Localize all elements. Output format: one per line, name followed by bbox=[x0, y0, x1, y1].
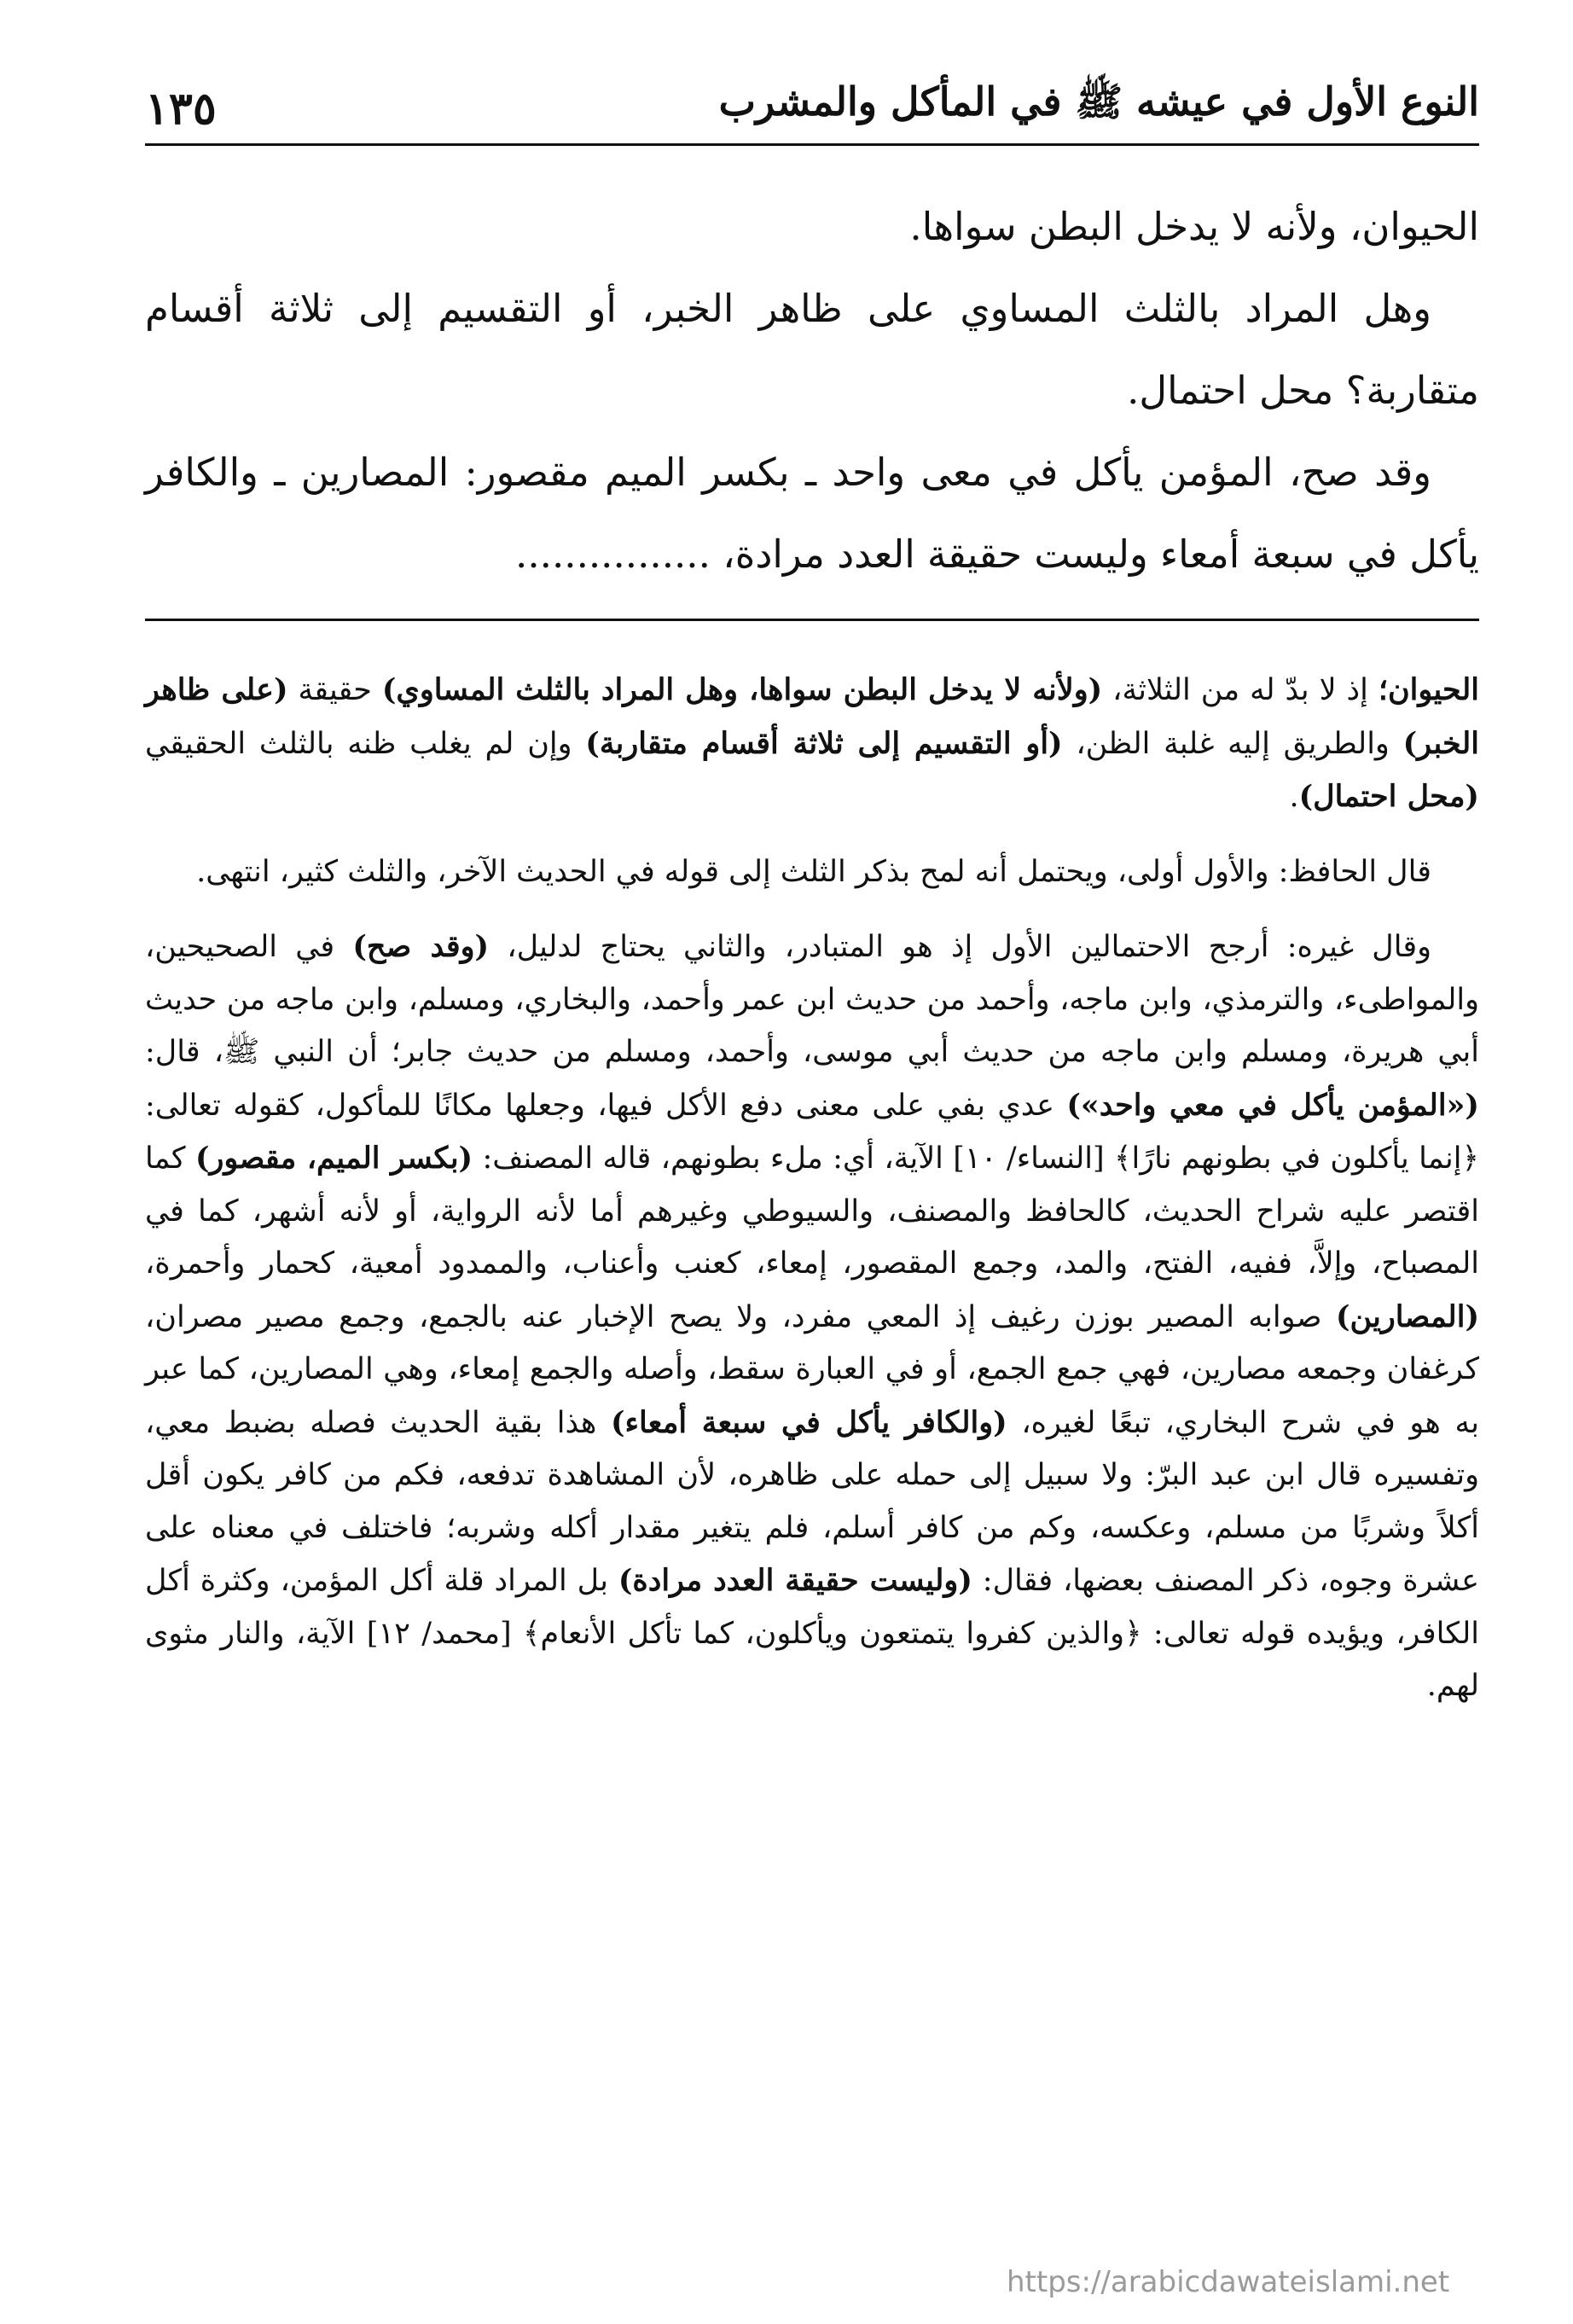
main-text-sentence: وقد صح، المؤمن يأكل في معى واحد ـ بكسر الميم مقصور: المصارين ـ والكافر يأكل في سبعة أمعاء وليست حقيقة العدد مرادة، bbox=[145, 450, 1479, 577]
page-header bbox=[145, 67, 1479, 146]
quoted-main-text: (والكافر يأكل في سبعة أمعاء) bbox=[611, 1404, 1007, 1440]
quoted-main-text: (وليست حقيقة العدد مرادة) bbox=[618, 1563, 972, 1598]
commentary-paragraph bbox=[145, 664, 1479, 824]
main-text-paragraph bbox=[145, 432, 1479, 596]
quoted-main-text: (أو التقسيم إلى ثلاثة أقسام متقاربة) bbox=[585, 725, 1063, 761]
quoted-main-text: (بكسر الميم، مقصور) bbox=[194, 1141, 473, 1176]
page-number: ١٣٥ bbox=[145, 83, 217, 135]
commentary-text-run: والطريق إليه غلبة الظن، bbox=[1062, 726, 1403, 761]
commentary-text-run: عدي بفي على معنى دفع الأكل فيها، وجعلها مكانًا للمأكول، كقوله تعالى: ﴿إنما يأكلون في بطونهم نارًا﴾ [النساء/ ١٠] الآية، أي: ملء بطونهم، قاله المصنف: bbox=[145, 1088, 1480, 1176]
running-title: النوع الأول في عيشه ﷺ في المأكل والمشرب bbox=[718, 78, 1479, 125]
quoted-main-text: («المؤمن يأكل في معي واحد») bbox=[1066, 1087, 1479, 1123]
commentary-text-run: في الصحيحين، والمواطىء، والترمذي، وابن ماجه، وأحمد من حديث ابن عمر وأحمد، والبخاري، ومسلم، وابن ماجه من حديث أبي هريرة، ومسلم وابن ماجه من حديث أبي موسى، وأحمد، ومسلم من حديث جابر؛ أن النبي ﷺ، قال: bbox=[145, 930, 1479, 1069]
commentary-paragraph bbox=[145, 921, 1479, 1713]
quoted-main-text: (على ظاهر الخبر) bbox=[145, 672, 1480, 761]
quoted-main-text: (وقد صح) bbox=[352, 929, 490, 964]
source-watermark: https://arabicdawateislami.net bbox=[1007, 2265, 1450, 2299]
commentary-text-run: كما اقتصر عليه شراح الحديث، كالحافظ والمصنف، والسيوطي وغيرهم أما لأنه الرواية، أو لأنه أشهر، كما في المصباح، وإلاَّ، ففيه، الفتح، والمد، وجمع المقصور، إمعاء، كعنب وأعناب، والممدود أمعية، كحمار وأحمرة، bbox=[145, 1142, 1479, 1281]
commentary-text-run: إذ لا بدّ له من الثلاثة، bbox=[1102, 673, 1379, 707]
commentary-paragraph: قال الحافظ: والأول أولى، ويحتمل أنه لمح بذكر الثلث إلى قوله في الحديث الآخر، والثلث كثير، انتهى. bbox=[196, 854, 1431, 889]
ellipsis-dots: ................ bbox=[515, 532, 711, 577]
main-text-paragraph: الحيوان، ولأنه لا يدخل البطن سواها. bbox=[909, 204, 1479, 249]
quoted-main-text: (ولأنه لا يدخل البطن سواها، وهل المراد بالثلث المساوي) bbox=[381, 672, 1103, 707]
commentary-text-run: وقال غيره: أرجح الاحتمالين الأول إذ هو المتبادر، والثاني يحتاج لدليل، bbox=[489, 930, 1431, 964]
quoted-main-text: (المصارين) bbox=[1335, 1299, 1479, 1334]
quoted-main-text: (محل احتمال) bbox=[1298, 779, 1479, 814]
footnote-separator bbox=[145, 619, 1479, 621]
main-text-paragraph: وهل المراد بالثلث المساوي على ظاهر الخبر، أو التقسيم إلى ثلاثة أقسام متقاربة؟ محل احتمال. bbox=[145, 286, 1479, 413]
quoted-main-text: الحيوان؛ bbox=[1378, 672, 1480, 707]
commentary-text-run: حقيقة bbox=[287, 673, 382, 707]
main-text bbox=[145, 186, 1479, 596]
commentary-text-run: صوابه المصير بوزن رغيف إذ المعي مفرد، ولا يصح الإخبار عنه بالجمع، وجمع مصير مصران، كرغفان وجمعه مصارين، فهي جمع الجمع، أو في العبارة سقط، وأصله والجمع إمعاء، وهي المصارين، كما عبر به هو في شرح البخاري، تبعًا لغيره، bbox=[145, 1299, 1480, 1440]
commentary-text-run: وإن لم يغلب ظنه بالثلث الحقيقي bbox=[145, 726, 586, 761]
commentary-text-run: هذا بقية الحديث فصله بضبط معي، وتفسيره قال ابن عبد البرّ: ولا سبيل إلى حمله على ظاهره، لأن المشاهدة تدفعه، فكم من كافر يكون أقل أكلاً وشربًا من مسلم، وعكسه، وكم من كافر أسلم، فلم يتغير مقدار أكله وشربه؛ فاختلف في معناه على عشرة وجوه، ذكر المصنف بعضها، فقال: bbox=[145, 1405, 1480, 1598]
commentary-text-run: بل المراد قلة أكل المؤمن، وكثرة أكل الكافر، ويؤيده قوله تعالى: ﴿والذين كفروا يتمتعون ويأكلون، كما تأكل الأنعام﴾ [محمد/ ١٢] الآية، والنار مثوى لهم. bbox=[145, 1564, 1479, 1703]
commentary-text bbox=[145, 664, 1479, 1713]
commentary-text-run: . bbox=[1289, 780, 1299, 814]
